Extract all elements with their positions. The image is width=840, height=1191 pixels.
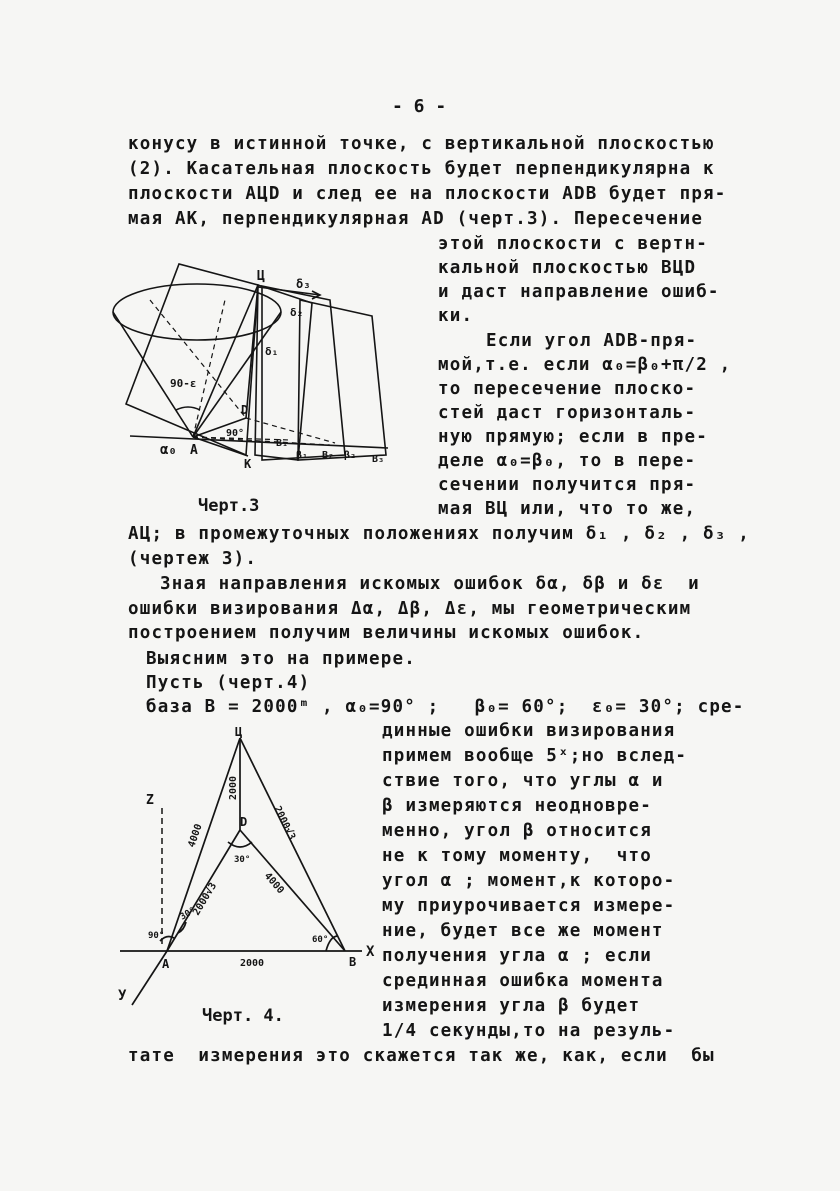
text-line: тате измерения это скажется так же, как, если бы bbox=[128, 1046, 715, 1066]
line-d-b bbox=[240, 830, 345, 951]
fig3-label-90-eps: 90-ε bbox=[170, 377, 197, 390]
text-line: ную прямую; если в пре- bbox=[438, 427, 708, 447]
fig3-label-beta1: β₁ bbox=[296, 450, 309, 461]
text-line: Пусть (черт.4) bbox=[146, 673, 311, 693]
text-line: ки. bbox=[438, 306, 474, 326]
fig4-label-a: A bbox=[162, 957, 170, 971]
text-line: измерения угла β будет bbox=[382, 996, 641, 1016]
fig4-label-cd: 2000 bbox=[228, 775, 239, 800]
text-line: му приурочивается измере- bbox=[382, 896, 676, 916]
fig3-label-alpha0: α₀ bbox=[160, 442, 177, 458]
text-line: (чертеж 3). bbox=[128, 549, 258, 569]
text-line: примем вообще 5ˣ;но вслед- bbox=[382, 746, 688, 766]
text-line: ошибки визирования Δα, Δβ, Δε, мы геометрическим bbox=[128, 599, 692, 619]
text-line: не к тому моменту, что bbox=[382, 846, 652, 866]
figure-3-caption: Черт.3 bbox=[198, 496, 260, 516]
text-line: срединная ошибка момента bbox=[382, 971, 664, 991]
text-line: и даст направление ошиб- bbox=[438, 282, 720, 302]
text-line: β измеряются неодновре- bbox=[382, 796, 652, 816]
text-line: деле α₀=β₀, то в пере- bbox=[438, 451, 697, 471]
text-line: построением получим величины искомых ошибок. bbox=[128, 623, 645, 643]
page-number: - 6 - bbox=[392, 96, 447, 117]
text-line: Зная направления искомых ошибок δα, δβ и δε и bbox=[160, 574, 700, 594]
fig4-label-d: D bbox=[240, 815, 248, 829]
fig4-label-d-angle: 30° bbox=[234, 855, 251, 865]
text-line: получения угла α ; если bbox=[382, 946, 652, 966]
text-line: динные ошибки визирования bbox=[382, 721, 676, 741]
text-line: (2). Касательная плоскость будет перпендикулярна к bbox=[128, 159, 715, 179]
line-a-c bbox=[167, 738, 240, 951]
line-c-b bbox=[240, 738, 345, 951]
fig4-label-cb: 2000√3 bbox=[271, 804, 298, 842]
fig3-label-b1: B₁ bbox=[276, 438, 289, 449]
text-line: 1/4 секунды,то на резуль- bbox=[382, 1021, 676, 1041]
text-line: ние, будет все же момент bbox=[382, 921, 664, 941]
fig4-label-ac: 4000 bbox=[186, 822, 205, 849]
text-line: АЦ; в промежуточных положениях получим δ₁ , δ₂ , δ₃ , bbox=[128, 524, 751, 544]
fig3-label-b3: B₃ bbox=[372, 454, 385, 465]
fig3-label-delta3: δ₃ bbox=[296, 277, 311, 291]
text-line: конусу в истинной точке, с вертикальной плоскостью bbox=[128, 134, 715, 154]
text-line: ствие того, что углы α и bbox=[382, 771, 664, 791]
fig3-label-delta2: δ₂ bbox=[290, 306, 304, 319]
fig4-label-b: B bbox=[349, 955, 357, 969]
text-line: мой,т.е. если α₀=β₀+π/2 , bbox=[438, 355, 732, 375]
text-line: угол α ; момент,к которо- bbox=[382, 871, 676, 891]
fig3-label-c: Ц bbox=[257, 269, 265, 284]
fig4-label-b-60: 60° bbox=[312, 935, 329, 945]
fig3-label-beta2: β₂ bbox=[344, 450, 357, 461]
text-line: Если угол АDВ-пря- bbox=[486, 331, 698, 351]
fig4-label-a-angle: 30° bbox=[178, 905, 198, 923]
fig4-label-ab: 2000 bbox=[240, 958, 265, 969]
text-line: то пересечение плоско- bbox=[438, 379, 697, 399]
fig4-label-x: X bbox=[366, 944, 375, 960]
text-line: менно, угол β относится bbox=[382, 821, 652, 841]
text-line: база В = 2000ᵐ , α₀=90° ; β₀= 60°; ε₀= 30°; сре- bbox=[146, 697, 745, 717]
text-line: мая АК, перпендикулярная AD (черт.3). Пересечение bbox=[128, 209, 704, 229]
text-line: мая ВЦ или, что то же, bbox=[438, 499, 697, 519]
text-line: кальной плоскостью ВЦD bbox=[438, 258, 697, 278]
fig3-label-90: 90° bbox=[226, 428, 245, 439]
fig3-label-d: D bbox=[241, 403, 249, 417]
fig3-label-b2: B₂ bbox=[322, 450, 335, 461]
fig3-label-delta1: δ₁ bbox=[265, 345, 279, 358]
fig4-label-z: Z bbox=[146, 793, 154, 808]
text-line: этой плоскости с вертн- bbox=[438, 234, 708, 254]
fig3-label-a: A bbox=[190, 443, 198, 458]
text-line: стей даст горизонталь- bbox=[438, 403, 697, 423]
fig3-label-k: K bbox=[244, 457, 252, 471]
figure-4-caption: Черт. 4. bbox=[202, 1006, 284, 1026]
fig4-label-db: 4000 bbox=[261, 870, 286, 897]
fig4-label-ad: 2000√3 bbox=[191, 880, 220, 918]
text-line: Выясним это на примере. bbox=[146, 649, 416, 669]
text-line: плоскости АЦD и след ее на плоскости ADB будет пря- bbox=[128, 184, 727, 204]
fig4-label-y: У bbox=[118, 988, 127, 1004]
text-line: сечении получится пря- bbox=[438, 475, 697, 495]
fig4-label-c: Ц bbox=[235, 725, 243, 739]
fig4-label-a-90: 90° bbox=[148, 931, 165, 941]
